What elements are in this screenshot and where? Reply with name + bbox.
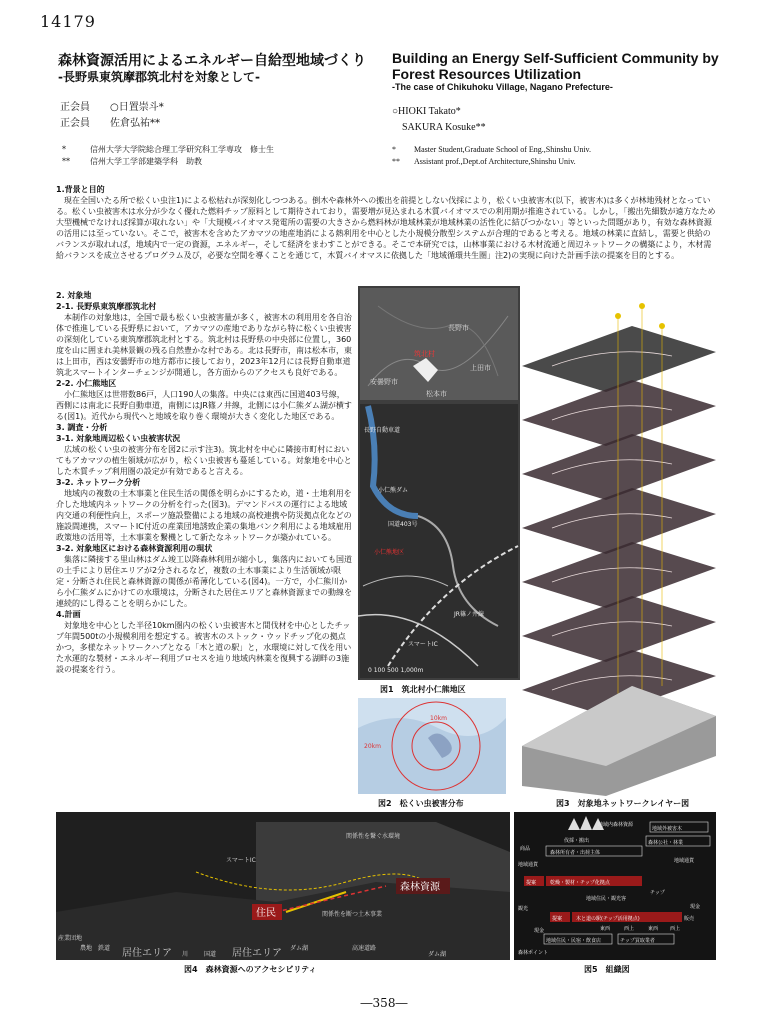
fig5-ws-2: 西上 [670, 926, 681, 932]
fig4-label-route: 国道 [204, 951, 217, 958]
fig5-chip-buyer: チップ買取業者 [620, 938, 655, 944]
fig5-forest-point: 森林ポイント [518, 950, 549, 956]
fig4-label-residential-2: 居住エリア [232, 948, 282, 959]
fig5-ew-1: 東西 [600, 926, 611, 932]
fig2-label-20km: 20km [364, 743, 381, 750]
authors-en [392, 104, 486, 136]
map-label-oniguma: 小仁熊地区 [374, 549, 405, 556]
figure-1-map [358, 286, 520, 680]
section-heading: 2. 対象地 [56, 291, 92, 300]
section-paragraph: 地域内の複数の土木事業と住民生活の関係を明らかにするため，道・土地利用を介した地域内ネットワークの分析を行った(図3)。デマンドバスの運行による地域内交通の利便性向上，スポーツ施設整備による地域の高校連携や防災拠点化などの施設間連携，スマートIC付近の産業団地誘致企業の集地バンク利用による地域雇用政策地の活用等，土木事業を繋機として新たなネットワークが築かれている。 [56, 489, 352, 542]
author-jp-2: 正会員 佐倉弘祐** [60, 118, 160, 129]
fig5-michi-no-eki: 木と道の駅(チップ活用拠点) [576, 916, 640, 922]
affiliation-jp-2: ** 信州大学工学部建築学科 助教 [62, 157, 202, 166]
figure-1-caption: 図1 筑北村小仁熊地区 [380, 685, 466, 694]
affiliations-en [392, 144, 591, 168]
map-scale: 0 100 500 1,000m [368, 667, 424, 674]
fig4-label-residential-1: 居住エリア [122, 948, 172, 959]
fig5-products: 商品 [520, 846, 531, 852]
fig4-label-water: 関係性を繋ぐ水環境 [346, 833, 401, 840]
section-heading: 4.計画 [56, 610, 81, 619]
map-label-route403: 国道403号 [388, 521, 418, 528]
fig4-label-river: 川 [182, 951, 189, 958]
figure-4-caption: 図4 森林資源へのアクセシビリティ [184, 965, 317, 974]
fig5-outside-damaged: 地域外被害木 [652, 826, 683, 832]
fig4-label-damlake-1: ダム湖 [290, 945, 309, 952]
section-paragraph: 本制作の対象地は，全国で最も松くい虫被害量が多く，被害木の利用用を各自治体で推進している長野県において，アカマツの産地でありながら特に松くい虫被害の深刻化している東筑摩郡筑北村とする。筑北村は長野県の中央部に位置し，360度を山に囲まれ美林景観の残る自然豊かな村である。北は長野市，南は松本市，東は上田市，西は安曇野市の地方都市に接しており，2023年12月には長野自動車道筑北スマートインターチェンジが開通し，各方面からのアクセスも良好である。 [56, 313, 352, 377]
fig5-cash-2: 現金 [690, 904, 701, 910]
fig4-label-forest: 森林資源 [400, 882, 440, 893]
fig5-residents-tourists: 地域住民・観光客 [586, 896, 627, 902]
map-label-nagano: 長野市 [448, 324, 469, 332]
left-column [56, 290, 352, 802]
fig4-label-smartic: スマートIC [226, 857, 256, 864]
intro-heading: 1.背景と目的 [56, 185, 105, 194]
affiliation-jp-1: * 信州大学大学院総合理工学研究科工学専攻 修士生 [62, 145, 274, 154]
author-jp-1: 正会員 ○日置崇斗* [60, 102, 164, 113]
fig4-label-residents: 住民 [256, 908, 276, 919]
title-en: Building an Energy Self-Sufficient Community by Forest Resources Utilization [392, 50, 719, 82]
map-label-azumino: 安曇野市 [370, 378, 398, 386]
fig5-sales: 販売 [684, 916, 695, 922]
map-label-dam: 小仁熊ダム [378, 487, 409, 494]
fig4-label-highway: 高速道路 [352, 945, 377, 952]
fig4-label-industrial: 産業団地 [58, 935, 83, 942]
title-jp: 森林資源活用によるエネルギー自給型地域づくり [58, 53, 366, 69]
authors-jp [60, 100, 164, 132]
fig5-currency-2: 地域通貨 [674, 858, 695, 864]
author-en-1: ○HIOKI Takato* [392, 106, 461, 117]
fig5-proposal-1: 提案 [526, 880, 537, 886]
affiliations-jp [62, 144, 274, 168]
map-label-matsumoto: 松本市 [426, 390, 447, 398]
fig5-logging: 伐採・搬出 [564, 838, 590, 844]
map-label-ueda: 上田市 [470, 364, 491, 372]
fig5-forestry-corp: 森林公社・林業 [648, 840, 684, 846]
page-number: ―358― [360, 996, 408, 1010]
figure-3-caption: 図3 対象地ネットワークレイヤー図 [556, 799, 690, 808]
section-heading: 2-1. 長野県東筑摩郡筑北村 [56, 302, 157, 311]
fig5-ws-1: 西上 [624, 926, 635, 932]
intro-section [56, 184, 716, 261]
fig5-chip: チップ [650, 890, 665, 896]
figure-5-caption: 図5 組織図 [584, 965, 630, 974]
affiliation-en-2: ** Assistant prof.,Dept.of Architecture,Shinshu Univ. [392, 157, 576, 166]
fig5-tourism: 観光 [518, 906, 529, 912]
section-heading: 3-2. 対象地区における森林資源利用の現状 [56, 544, 213, 553]
figure-5-org-chart [514, 812, 716, 960]
author-en-2: SAKURA Kosuke** [402, 122, 486, 133]
section-heading: 3. 調査・分析 [56, 423, 108, 432]
map-label-chikuhoku: 筑北村 [414, 350, 435, 358]
map-label-expressway: 長野自動車道 [364, 427, 401, 434]
affiliation-en-1: * Master Student,Graduate School of Eng.,Shinshu Univ. [392, 145, 592, 154]
section-paragraph: 集落に隣接する里山林はダム竣工以降森林利用が縮小し，集落内においても国道の土手により居住エリアが2分されるなど，複数の土木事業により生活領域が限定・分断され住民と森林資源の関係が希薄化している(図4)。一方で，小仁熊川から小仁熊ダムにかけての水環境は，分断された居住エリアと森林資源までの動線を連続的にし得ることを明らかにした。 [56, 555, 352, 608]
fig5-drying-base: 乾燥・製材・チップ化拠点 [550, 880, 610, 886]
figure-2-caption: 図2 松くい虫被害分布 [378, 799, 464, 808]
figure-3-layer-diagram [522, 286, 716, 796]
section-paragraph: 広域の松くい虫の被害分布を図2に示す注3)。筑北村を中心に隣接市町村においてもアカマツの植生領域が広がり，松くい虫被害も蔓延している。対象地を中心とした木質チップ利用圏の設定が有効であると言える。 [56, 445, 352, 476]
fig4-label-damlake-2: ダム湖 [428, 951, 447, 958]
section-paragraph: 対象地を中心とした半径10km圏内の松くい虫被害木と間伐材を中心としたチップ年間500tの小規模利用を想定する。被害木のストック・ウッドチップ化の拠点かつ，多様なネットワークハブとなる「木と道の駅」と，水環境に対して伐を用いた水運的な製材・エネルギー利用プロセスを辿り地域内林業を復興する湖畔の3施設の提案を行う。 [56, 621, 352, 674]
fig4-label-civil: 関係性を断つ土木事業 [322, 911, 383, 918]
fig5-local-forest: 地域内森林資源 [598, 822, 634, 828]
fig5-cash-1: 現金 [534, 928, 545, 934]
fig2-label-10km: 10km [430, 715, 447, 722]
section-heading: 2-2. 小仁熊地区 [56, 379, 117, 388]
fig5-ew-2: 東西 [648, 926, 659, 932]
figure-4-accessibility [56, 812, 510, 960]
fig5-proposal-2: 提案 [552, 916, 563, 922]
section-heading: 3-2. ネットワーク分析 [56, 478, 141, 487]
fig4-label-railway: 鉄道 [98, 945, 111, 952]
fig5-owner: 森林所有者・出荷主体 [550, 850, 601, 856]
section-paragraph: 小仁熊地区は世帯数86戸，人口190人の集落。中央には東西に国道403号線，西側には南北に長野自動車道，南側にはJR篠ノ井線，北側には小仁熊ダム湖が横する(図1)。近代から現代へと地域を取り巻く環境が大きく変化した地区である。 [56, 390, 352, 421]
fig5-currency-1: 地域通貨 [518, 862, 539, 868]
figure-2-damage-map [358, 698, 506, 794]
fig4-label-farmland: 農地 [80, 945, 93, 952]
subtitle-en: -The case of Chikuhoku Village, Nagano Prefecture- [392, 82, 613, 92]
subtitle-jp: -長野県東筑摩郡筑北村を対象として- [58, 70, 260, 84]
fig5-locals: 地域住民・民宿・飲食店 [546, 938, 602, 944]
section-heading: 3-1. 対象地周辺松くい虫被害状況 [56, 434, 181, 443]
paper-id: 14179 [40, 12, 96, 31]
map-label-smartic: スマートIC [408, 641, 438, 648]
map-label-jr: JR篠ノ井線 [454, 611, 484, 618]
intro-text: 現在全国いたる所で松くい虫注1)による松枯れが深刻化しつつある。倒木や森林外への搬出を前提としない伐採により，松くい虫被害木(以下，被害木)は多くが林地残材となっている。松くい虫被害木は水分が少なく優れた燃料チップ原料として期待されており，需要増が見込まれる木質バイオマスでの利用期が推進されている。しかし，「搬出先細数が遠方なため大型機械でなければ採算が取れない」や「大規模バイオマス発電所の需要の大きさから燃料林が地域林業が地域林業の活性化に結びつかない」等といった問題があり，有効な森林資源の活用には至っていない。そこで，被害木を含めたアカマツの地産地消による熱利用を中心とした小規模分散型システムが合理的であると考える。地域の林業に直結し，需要と供給のバランスが取れれば，地域内で一定の資源，エネルギー，そして経済をまわすことができる。そこで本研究では，山林事業における木材流通と周辺ネットワークの構築により，木材需給バランスを成立させるプログラム及び，必要な空間を導くことを通じて，木質バイオマスに依拠した「地域循環共生圏」注2)の実現に向けた計画手法の提案を目的とする。 [56, 196, 716, 260]
